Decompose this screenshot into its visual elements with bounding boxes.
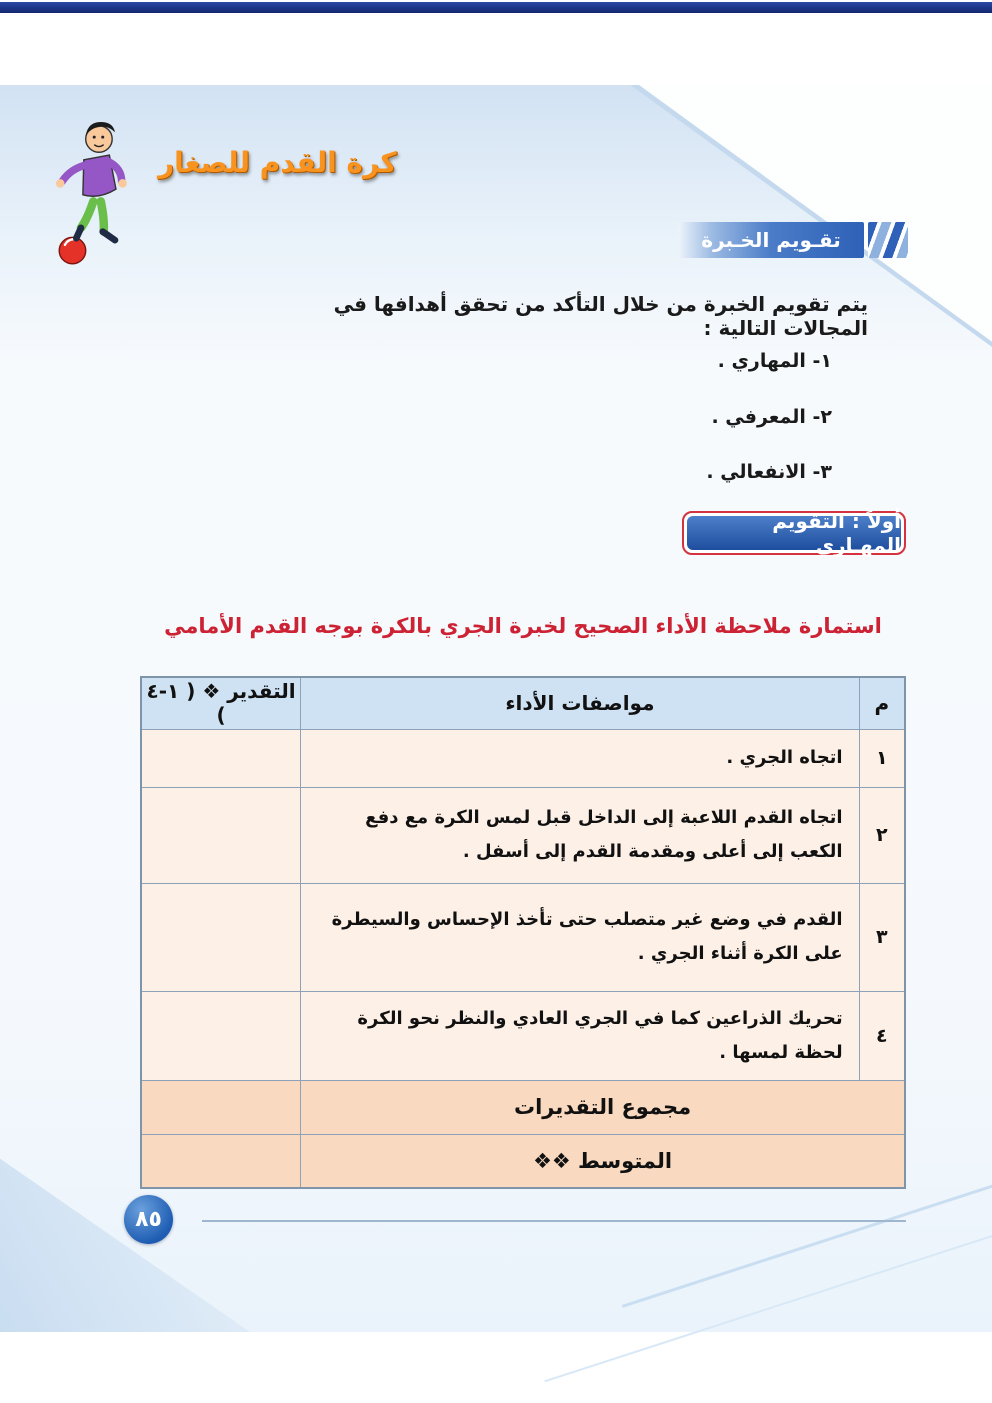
kid-kicking-ball-icon	[46, 110, 150, 272]
col-header-performance-specs: مواصفات الأداء	[301, 677, 859, 729]
top-navy-bar	[0, 2, 992, 13]
banner-stripes-decoration	[868, 222, 908, 258]
summary-total-label: مجموع التقديرات	[301, 1080, 905, 1134]
intro-paragraph: يتم تقويم الخبرة من خلال التأكد من تحقق أهدافها في المجالات التالية :	[333, 292, 868, 340]
col-header-number: م	[859, 677, 905, 729]
summary-row-total	[141, 1080, 905, 1134]
row-number-cell: ١	[859, 729, 905, 787]
section-banner	[678, 222, 908, 258]
summary-average-label: المتوسط ❖❖	[301, 1134, 905, 1188]
table-header-row	[141, 677, 905, 729]
row-number-cell: ٣	[859, 883, 905, 991]
summary-total-value-cell	[141, 1080, 301, 1134]
table-title: استمارة ملاحظة الأداء الصحيح لخبرة الجري بالكرة بوجه القدم الأمامي	[164, 614, 882, 638]
mascot-illustration	[46, 110, 150, 272]
summary-average-value-cell	[141, 1134, 301, 1188]
book-title-logo: كرة القدم للصغار	[158, 146, 397, 179]
subsection-title-box	[682, 511, 906, 555]
table-row	[141, 787, 905, 883]
rating-cell	[141, 991, 301, 1080]
list-item-skill: ١- المهاري .	[717, 350, 832, 372]
col-header-rating: التقدير ❖ ( ١-٤ )	[141, 677, 301, 729]
table-row	[141, 729, 905, 787]
rating-cell	[141, 729, 301, 787]
performance-desc-cell: القدم في وضع غير متصلب حتى تأخذ الإحساس والسيطرة على الكرة أثناء الجري .	[301, 883, 859, 991]
footer-rule	[202, 1220, 906, 1222]
rating-cell	[141, 883, 301, 991]
performance-desc-cell: اتجاه الجري .	[301, 729, 859, 787]
row-number-cell: ٢	[859, 787, 905, 883]
summary-row-average	[141, 1134, 905, 1188]
list-item-emotional: ٣- الانفعالي .	[706, 461, 832, 483]
section-banner-title: تقـويم الخـبرة	[678, 222, 864, 258]
rating-cell	[141, 787, 301, 883]
page-number-badge: ٨٥	[124, 1195, 173, 1244]
performance-desc-cell: تحريك الذراعين كما في الجري العادي والنظر نحو الكرة لحظة لمسها .	[301, 991, 859, 1080]
performance-desc-cell: اتجاه القدم اللاعبة إلى الداخل قبل لمس الكرة مع دفع الكعب إلى أعلى ومقدمة القدم إلى أسفل .	[301, 787, 859, 883]
observation-table	[140, 676, 906, 1189]
list-item-cognitive: ٢- المعرفي .	[711, 406, 832, 428]
table-row	[141, 883, 905, 991]
row-number-cell: ٤	[859, 991, 905, 1080]
table-row	[141, 991, 905, 1080]
subsection-title: أولاً : التقويم المهـاري	[687, 516, 901, 550]
